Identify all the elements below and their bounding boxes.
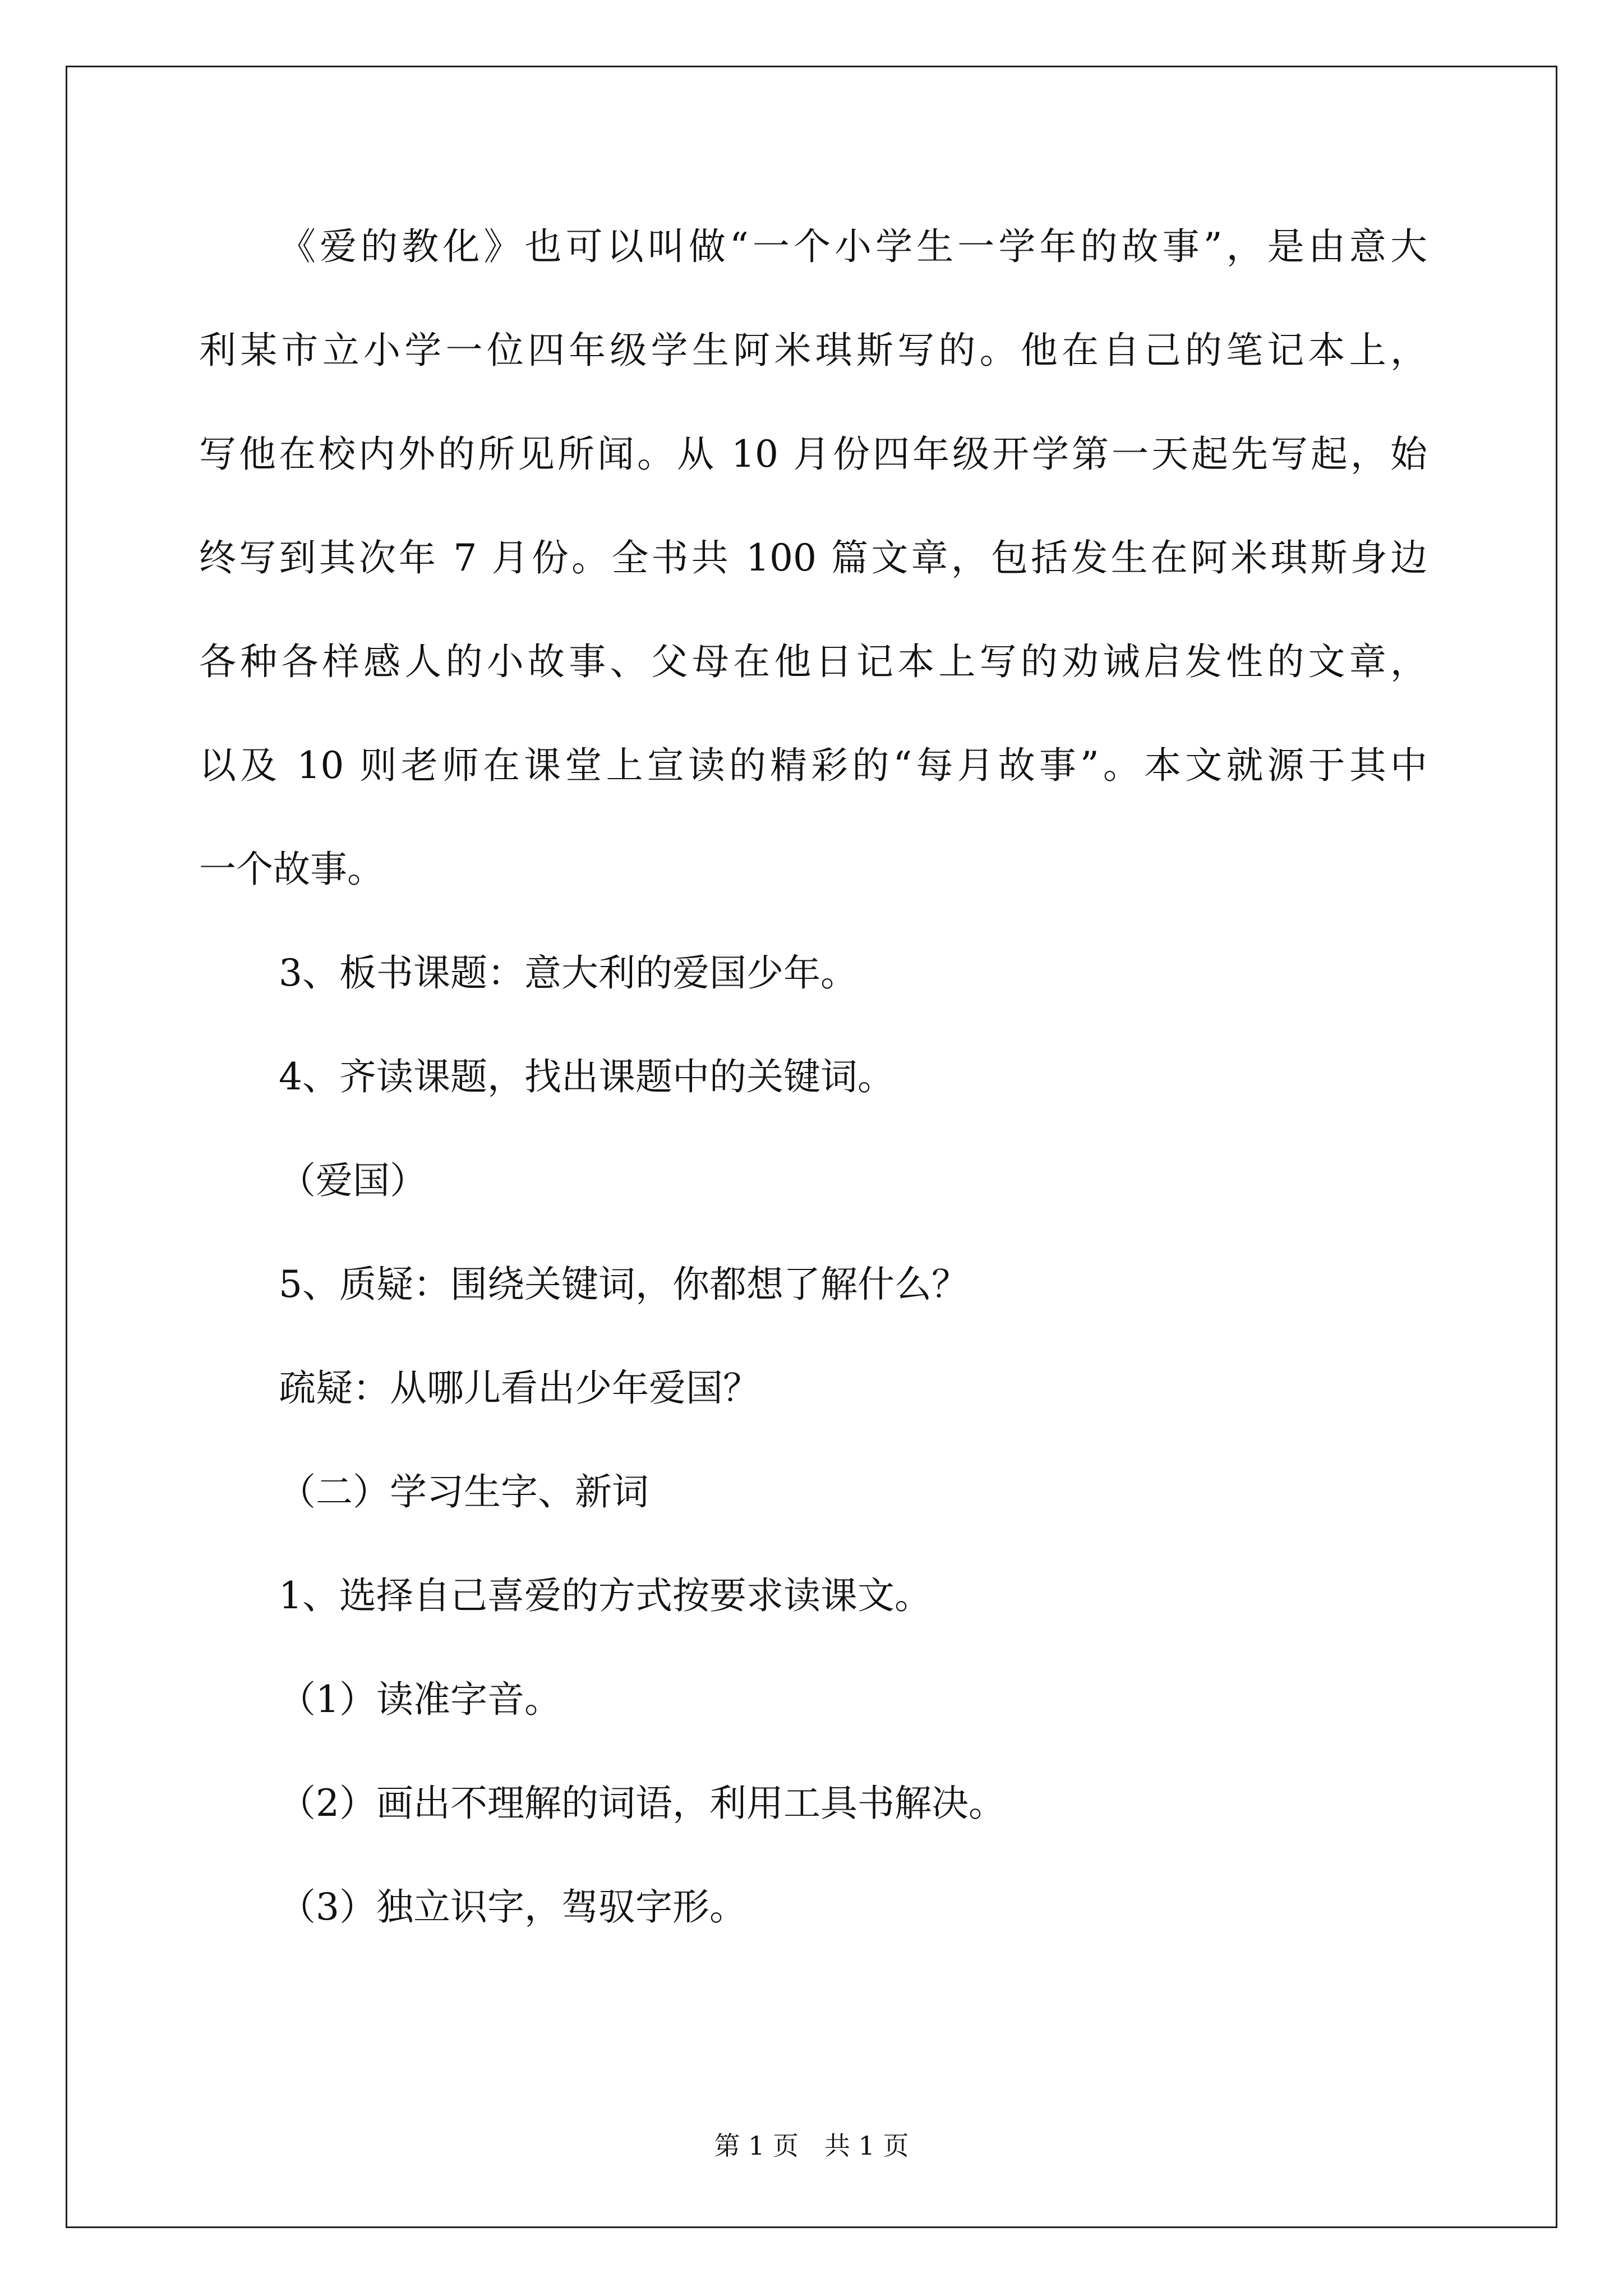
intro-line-4: 终写到其次年 7 月份。全书共 100 篇文章，包括发生在阿米琪斯身边 — [199, 536, 1427, 579]
paragraph-unknown-words: （2）画出不理解的词语，利用工具书解决。 — [279, 1782, 1006, 1825]
intro-line-2: 利某市立小学一位四年级学生阿米琪斯写的。他在自己的笔记本上， — [199, 329, 1427, 372]
paragraph-pronunciation: （1）读准字音。 — [279, 1678, 561, 1721]
intro-line-7: 一个故事。 — [199, 848, 384, 891]
intro-line-3: 写他在校内外的所见所闻。从 10 月份四年级开学第一天起先写起，始 — [199, 432, 1427, 476]
intro-line-1: 《爱的教化》也可以叫做“一个小学生一学年的故事”，是由意大 — [279, 225, 1427, 268]
intro-line-6: 以及 10 则老师在课堂上宣读的精彩的“每月故事”。本文就源于其中 — [199, 744, 1427, 787]
paragraph-keyword: （爱国） — [279, 1159, 427, 1202]
paragraph-read-title: 4、齐读课题，找出课题中的关键词。 — [279, 1055, 895, 1098]
page-footer: 第 1 页 共 1 页 — [714, 2131, 909, 2161]
paragraph-question: 5、质疑：围绕关键词，你都想了解什么？ — [279, 1263, 969, 1306]
paragraph-board-title: 3、板书课题：意大利的爱国少年。 — [279, 951, 857, 995]
paragraph-read-text: 1、选择自己喜爱的方式按要求读课文。 — [279, 1574, 932, 1617]
paragraph-answer: 疏疑：从哪儿看出少年爱国？ — [279, 1366, 760, 1410]
section-heading-vocabulary: （二）学习生字、新词 — [279, 1470, 649, 1513]
intro-line-5: 各种各样感人的小故事、父母在他日记本上写的劝诫启发性的文章， — [199, 640, 1427, 683]
paragraph-character-form: （3）独立识字，驾驭字形。 — [279, 1885, 746, 1929]
